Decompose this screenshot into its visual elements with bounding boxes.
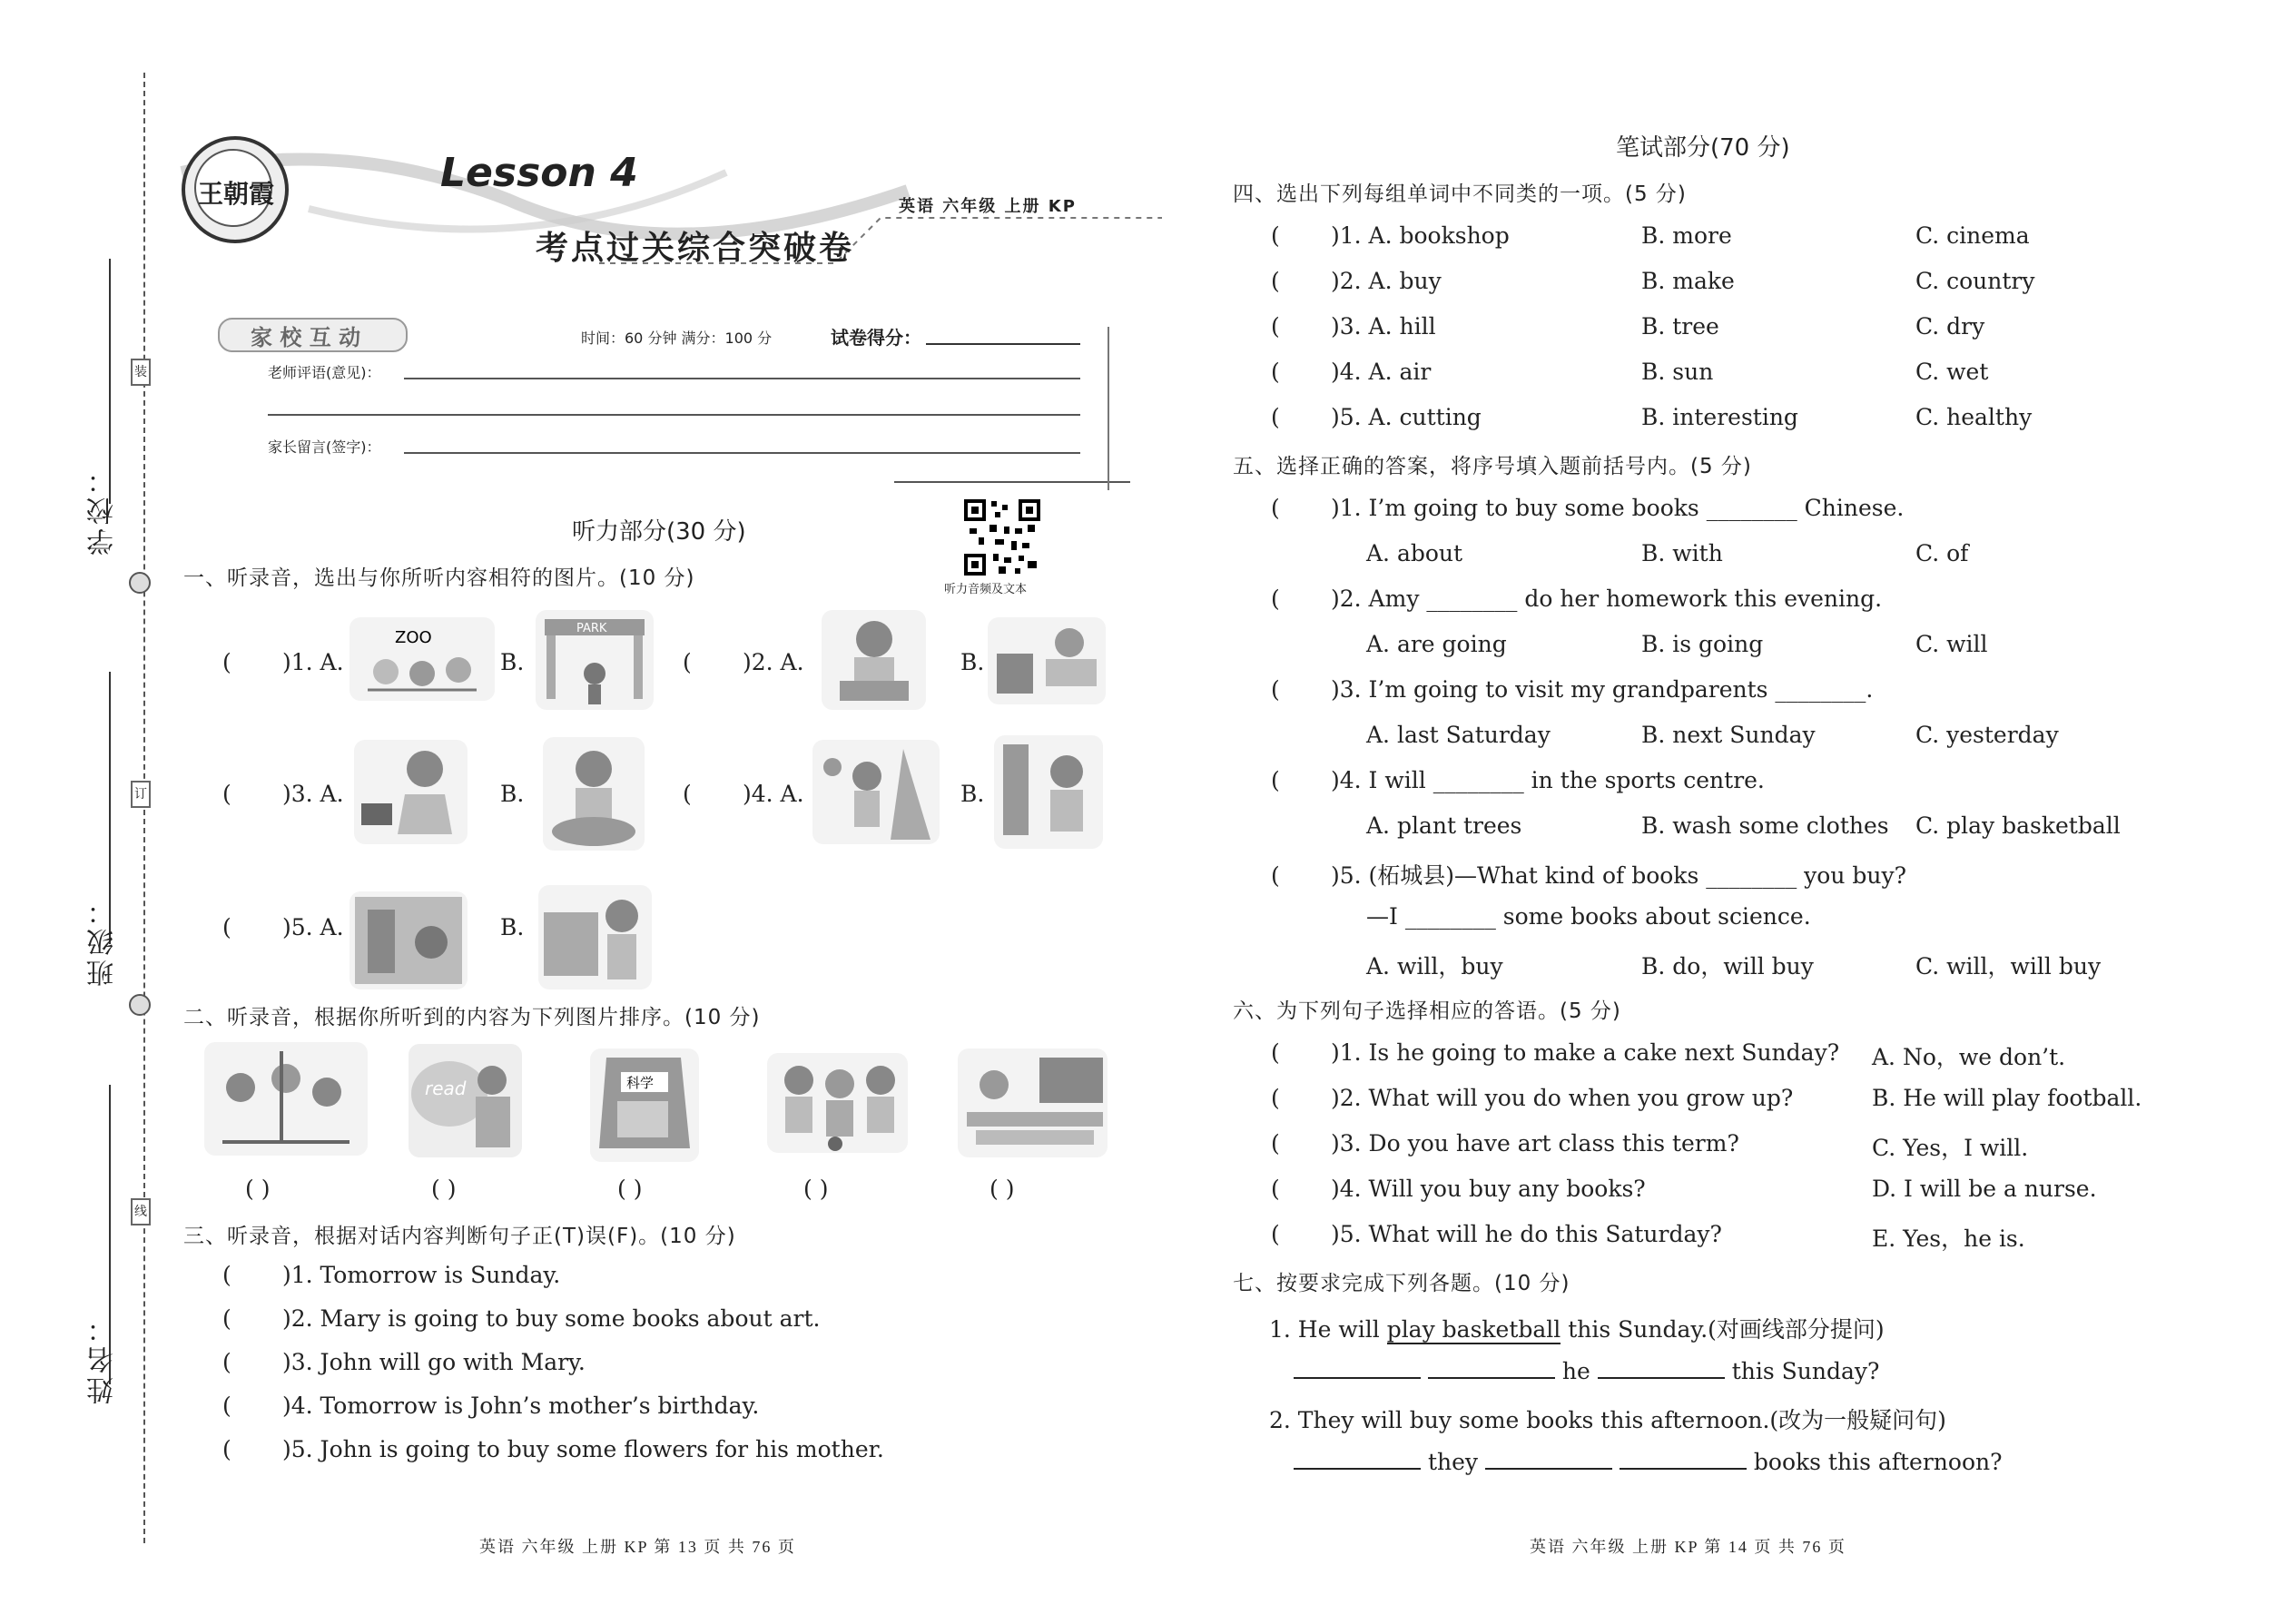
name-label: 姓名： — [87, 1312, 119, 1404]
s1-item-2-b: B. — [960, 649, 985, 675]
exam-title: 考点过关综合突破卷 — [536, 229, 855, 267]
school-label: 学校： — [87, 463, 119, 556]
home-school-label: 家 校 互 动 — [251, 325, 361, 350]
s5-item-4[interactable]: ( )4. I will ________ in the sports centre. — [1271, 767, 1765, 793]
s5-item-5-b: B. do，will buy — [1641, 953, 1814, 979]
parent-comment-line — [404, 452, 1080, 454]
s5-item-1-a: A. about — [1366, 540, 1463, 566]
s4-item-2[interactable]: ( )2. A. buy — [1271, 268, 1442, 294]
s5-item-5-a: A. will，buy — [1366, 953, 1503, 979]
zoo-sign: ZOO — [395, 628, 432, 647]
s3-item-1[interactable]: ( )1. Tomorrow is Sunday. — [222, 1262, 561, 1288]
section-4-title: 四、选出下列每组单词中不同类的一项。(5 分) — [1233, 182, 1687, 206]
time-info: 时间：60 分钟 满分：100 分 — [581, 330, 773, 347]
binding-box-3: 线 — [131, 1198, 151, 1225]
qr-code[interactable] — [962, 497, 1042, 577]
s2-image-5[interactable] — [958, 1048, 1108, 1157]
header-vrule — [1108, 327, 1109, 490]
s5-item-2-a: A. are going — [1366, 631, 1507, 657]
s6-item-2[interactable]: ( )2. What will you do when you grow up? — [1271, 1085, 1794, 1111]
punch-hole-2 — [129, 994, 151, 1016]
listening-title: 听力部分(30 分) — [572, 518, 746, 546]
teacher-comment-label: 老师评语(意见)： — [268, 364, 381, 381]
binding-box-1: 装 — [131, 359, 151, 386]
s5-item-5-c: C. will，will buy — [1915, 953, 2102, 979]
blank[interactable] — [1294, 1357, 1421, 1379]
s7-question-1: 1. He will play basketball this Sunday.(对画线部分提问) — [1269, 1316, 1885, 1343]
section-5-title: 五、选择正确的答案，将序号填入题前括号内。(5 分) — [1233, 455, 1752, 478]
s6-item-3[interactable]: ( )3. Do you have art class this term? — [1271, 1130, 1739, 1156]
underlined-phrase: play basketball — [1386, 1316, 1561, 1343]
binding-strip — [0, 0, 154, 1624]
s4-item-5-b: B. interesting — [1641, 404, 1798, 430]
s2-answer-3[interactable]: ( ) — [617, 1176, 643, 1202]
s3-item-3[interactable]: ( )3. John will go with Mary. — [222, 1349, 586, 1375]
logo-text: 王朝霞 — [198, 179, 275, 209]
s5-item-2-b: B. is going — [1641, 631, 1764, 657]
s5-item-1-c: C. of — [1915, 540, 1969, 566]
s2-image-3[interactable] — [590, 1048, 699, 1162]
s4-item-4-b: B. sun — [1641, 359, 1714, 385]
footer-right: 英语 六年级 上册 KP 第 14 页 共 76 页 — [1530, 1538, 1846, 1556]
s2-image-2[interactable] — [409, 1044, 522, 1157]
s4-item-1-c: C. cinema — [1915, 222, 2030, 249]
read-bubble-text: read — [425, 1078, 467, 1099]
s3-item-4[interactable]: ( )4. Tomorrow is John’s mother’s birthday. — [222, 1393, 760, 1419]
s4-item-1-b: B. more — [1641, 222, 1732, 249]
s1-item-3-b: B. — [500, 781, 525, 807]
section-2-title: 二、听录音，根据你所听到的内容为下列图片排序。(10 分) — [183, 1006, 761, 1029]
lesson-title: Lesson 4 — [440, 150, 638, 196]
section-6-title: 六、为下列句子选择相应的答语。(5 分) — [1233, 999, 1621, 1023]
s4-item-2-b: B. make — [1641, 268, 1735, 294]
s4-item-3[interactable]: ( )3. A. hill — [1271, 313, 1436, 340]
qr-caption: 听力音频及文本 — [944, 583, 1028, 596]
s6-answer-b: B. He will play football. — [1872, 1085, 2142, 1111]
section-3-title: 三、听录音，根据对话内容判断句子正(T)误(F)。(10 分) — [183, 1225, 736, 1248]
score-label: 试卷得分： — [831, 327, 921, 349]
s4-item-3-c: C. dry — [1915, 313, 1985, 340]
s1-item-4-image-a[interactable] — [812, 740, 940, 844]
s2-image-4[interactable] — [767, 1053, 908, 1153]
s1-item-5: ( )5. A. — [222, 914, 344, 940]
s5-item-3-c: C. yesterday — [1915, 722, 2059, 748]
s4-item-5-c: C. healthy — [1915, 404, 2033, 430]
punch-hole-1 — [129, 572, 151, 594]
s6-item-5[interactable]: ( )5. What will he do this Saturday? — [1271, 1221, 1722, 1247]
cut-line — [143, 73, 145, 1543]
teacher-comment-line-2 — [268, 414, 1080, 416]
s1-item-5-image-a[interactable] — [350, 891, 468, 989]
s1-item-1: ( )1. A. — [222, 649, 344, 675]
s5-item-3[interactable]: ( )3. I’m going to visit my grandparents ________. — [1271, 676, 1874, 703]
written-title: 笔试部分(70 分) — [1616, 134, 1790, 162]
s1-item-4-image-b[interactable] — [994, 735, 1103, 849]
s1-item-2: ( )2. A. — [683, 649, 804, 675]
s7-question-2: 2. They will buy some books this afternoon.(改为一般疑问句) — [1269, 1407, 1946, 1433]
blank[interactable] — [1598, 1357, 1725, 1379]
s5-item-1[interactable]: ( )1. I’m going to buy some books ________ Chinese. — [1271, 495, 1905, 521]
s5-item-4-b: B. wash some clothes — [1641, 812, 1889, 839]
parent-comment-label: 家长留言(签字)： — [268, 438, 381, 456]
s6-item-1[interactable]: ( )1. Is he going to make a cake next Sunday? — [1271, 1039, 1840, 1066]
section-7-title: 七、按要求完成下列各题。(10 分) — [1233, 1272, 1570, 1295]
blank[interactable] — [1620, 1448, 1747, 1470]
s1-item-1-image-a[interactable] — [350, 617, 495, 701]
s1-item-3: ( )3. A. — [222, 781, 344, 807]
blank[interactable] — [1294, 1448, 1421, 1470]
class-label: 班级： — [87, 894, 119, 987]
s5-item-2[interactable]: ( )2. Amy ________ do her homework this evening. — [1271, 586, 1883, 612]
header-rule — [894, 481, 1130, 483]
binding-box-2: 订 — [131, 781, 151, 808]
s5-item-3-b: B. next Sunday — [1641, 722, 1816, 748]
s5-item-5-line-2: —I ________ some books about science. — [1366, 903, 1811, 930]
s1-item-2-image-a[interactable] — [822, 610, 926, 710]
s1-item-4-b: B. — [960, 781, 985, 807]
s5-item-5[interactable]: ( )5. (柘城县)—What kind of books ________ you buy? — [1271, 862, 1907, 889]
s3-item-2[interactable]: ( )2. Mary is going to buy some books about art. — [222, 1305, 821, 1332]
s1-item-3-image-b[interactable] — [543, 737, 645, 851]
s5-item-1-b: B. with — [1641, 540, 1723, 566]
s6-answer-c: C. Yes，I will. — [1872, 1135, 2029, 1161]
footer-left: 英语 六年级 上册 KP 第 13 页 共 76 页 — [479, 1538, 796, 1556]
blank[interactable] — [1485, 1448, 1612, 1470]
s7-answer-2[interactable]: they books this afternoon? — [1294, 1448, 2003, 1475]
s6-answer-d: D. I will be a nurse. — [1872, 1176, 2097, 1202]
s2-answer-4[interactable]: ( ) — [803, 1176, 829, 1202]
s4-item-4-c: C. wet — [1915, 359, 1989, 385]
s6-answer-e: E. Yes，he is. — [1872, 1225, 2025, 1252]
header-tags: 英语 六年级 上册 KP — [899, 197, 1077, 216]
s6-answer-a: A. No，we don’t. — [1872, 1044, 2066, 1070]
s1-item-5-b: B. — [500, 914, 525, 940]
s1-item-5-image-b[interactable] — [538, 885, 652, 989]
s4-item-3-b: B. tree — [1641, 313, 1719, 340]
s5-item-4-a: A. plant trees — [1366, 812, 1522, 839]
s4-item-4[interactable]: ( )4. A. air — [1271, 359, 1432, 385]
teacher-comment-line-1 — [404, 378, 1080, 379]
score-line — [926, 343, 1080, 345]
s2-answer-5[interactable]: ( ) — [989, 1176, 1015, 1202]
s1-item-2-image-b[interactable] — [988, 617, 1106, 704]
blank[interactable] — [1428, 1357, 1555, 1379]
park-sign: PARK — [576, 622, 607, 635]
s1-item-1-b: B. — [500, 649, 525, 675]
s1-item-3-image-a[interactable] — [354, 740, 468, 844]
logo-seal — [182, 136, 289, 243]
science-book-label: 科学 — [626, 1075, 655, 1091]
s7-answer-1[interactable]: he this Sunday? — [1294, 1357, 1879, 1384]
s2-answer-1[interactable]: ( ) — [245, 1176, 271, 1202]
s5-item-3-a: A. last Saturday — [1366, 722, 1551, 748]
s1-item-4: ( )4. A. — [683, 781, 804, 807]
s5-item-4-c: C. play basketball — [1915, 812, 2121, 839]
section-1-title: 一、听录音，选出与你所听内容相符的图片。(10 分) — [183, 566, 695, 590]
s4-item-1[interactable]: ( )1. A. bookshop — [1271, 222, 1510, 249]
s6-item-4[interactable]: ( )4. Will you buy any books? — [1271, 1176, 1646, 1202]
s2-image-1[interactable] — [204, 1042, 368, 1156]
s5-item-2-c: C. will — [1915, 631, 1988, 657]
s3-item-5[interactable]: ( )5. John is going to buy some flowers for his mother. — [222, 1436, 884, 1462]
s4-item-5[interactable]: ( )5. A. cutting — [1271, 404, 1482, 430]
s4-item-2-c: C. country — [1915, 268, 2035, 294]
s1-item-1-image-b[interactable] — [536, 610, 654, 710]
s2-answer-2[interactable]: ( ) — [431, 1176, 457, 1202]
